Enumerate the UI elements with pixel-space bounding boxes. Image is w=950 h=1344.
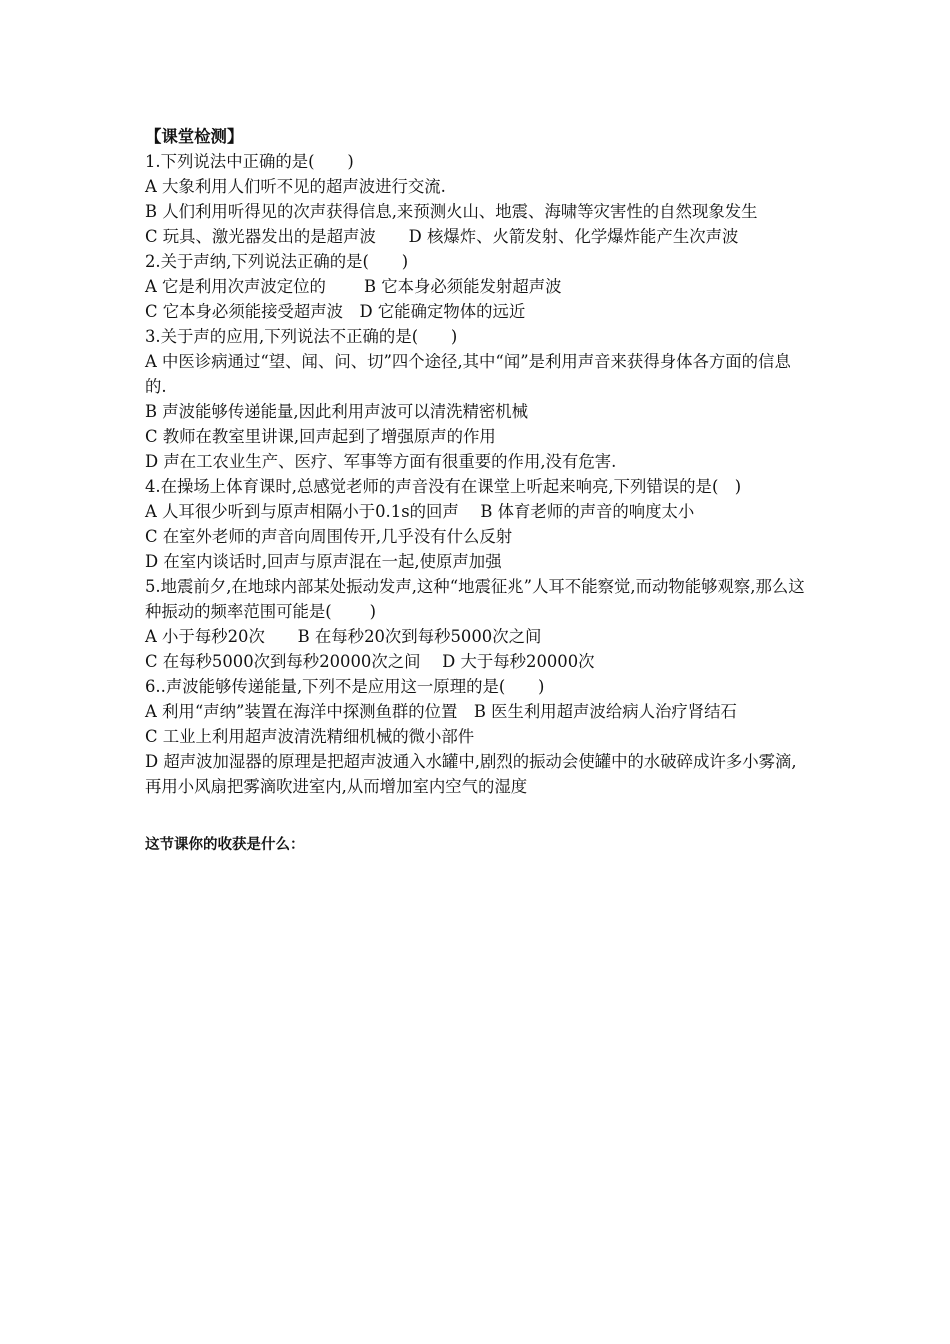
option-d: D 超声波加湿器的原理是把超声波通入水罐中,剧烈的振动会使罐中的水破碎成许多小雾滴,再用小风扇把雾滴吹进室内,从而增加室内空气的湿度 (145, 752, 797, 796)
question-stem: 1.下列说法中正确的是( ) (145, 152, 354, 171)
option-d: D 声在工农业生产、医疗、军事等方面有很重要的作用,没有危害. (145, 452, 617, 471)
question-5 (145, 574, 811, 674)
option-a: A 大象利用人们听不见的超声波进行交流. (145, 177, 446, 196)
question-1 (145, 149, 811, 249)
option-a-b: A 它是利用次声波定位的 B 它本身必须能发射超声波 (145, 277, 562, 296)
question-2 (145, 249, 811, 324)
question-stem: 3.关于声的应用,下列说法不正确的是( ) (145, 327, 458, 346)
section-title: 【课堂检测】 (145, 127, 244, 146)
option-a-b: A 利用“声纳”装置在海洋中探测鱼群的位置 B 医生利用超声波给病人治疗肾结石 (145, 702, 737, 721)
question-stem: 5.地震前夕,在地球内部某处振动发声,这种“地震征兆”人耳不能察觉,而动物能够观察,那么这种振动的频率范围可能是( ) (145, 577, 805, 621)
option-c: C 在室外老师的声音向周围传开,几乎没有什么反射 (145, 527, 513, 546)
question-6 (145, 674, 811, 799)
question-3 (145, 324, 811, 474)
option-d: D 在室内谈话时,回声与原声混在一起,使原声加强 (145, 552, 502, 571)
option-b: B 人们利用听得见的次声获得信息,来预测火山、地震、海啸等灾害性的自然现象发生 (145, 202, 758, 221)
option-a: A 中医诊病通过“望、闻、问、切”四个途径,其中“闻”是利用声音来获得身体各方面的信息的. (145, 352, 791, 396)
summary-prompt: 这节课你的收获是什么： (145, 837, 305, 853)
document-page (145, 124, 811, 858)
question-stem: 6..声波能够传递能量,下列不是应用这一原理的是( ) (145, 677, 545, 696)
option-b: B 声波能够传递能量,因此利用声波可以清洗精密机械 (145, 402, 529, 421)
option-a-b: A 小于每秒20次 B 在每秒20次到每秒5000次之间 (145, 627, 542, 646)
option-c: C 教师在教室里讲课,回声起到了增强原声的作用 (145, 427, 496, 446)
option-c-d: C 玩具、激光器发出的是超声波 D 核爆炸、火箭发射、化学爆炸能产生次声波 (145, 227, 739, 246)
blank-line (145, 799, 811, 824)
option-a-b: A 人耳很少听到与原声相隔小于0.1s的回声 B 体育老师的声音的响度太小 (145, 502, 695, 521)
option-c-d: C 在每秒5000次到每秒20000次之间 D 大于每秒20000次 (145, 652, 595, 671)
question-stem: 2.关于声纳,下列说法正确的是( ) (145, 252, 409, 271)
question-stem: 4.在操场上体育课时,总感觉老师的声音没有在课堂上听起来响亮,下列错误的是( ) (145, 477, 742, 496)
option-c-d: C 它本身必须能接受超声波 D 它能确定物体的远近 (145, 302, 526, 321)
option-c: C 工业上利用超声波清洗精细机械的微小部件 (145, 727, 475, 746)
question-4 (145, 474, 811, 574)
